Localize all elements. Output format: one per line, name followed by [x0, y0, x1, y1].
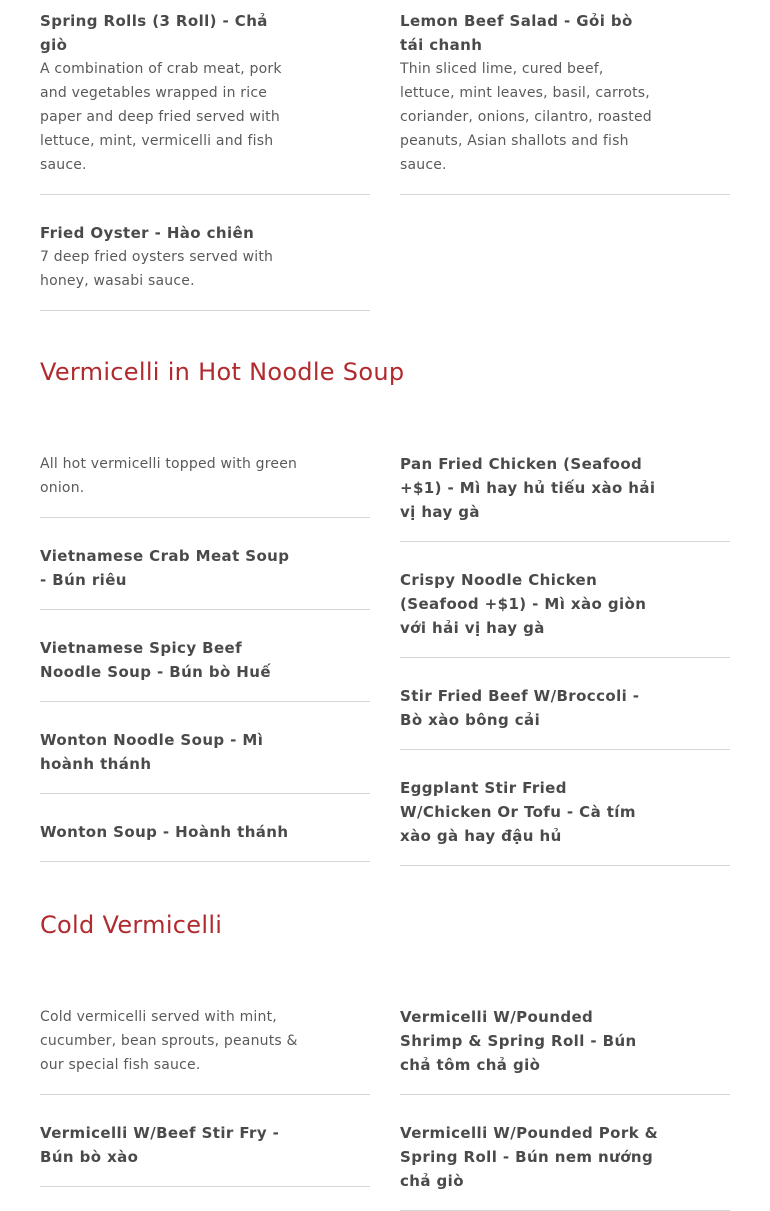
- menu-item-title: Lemon Beef Salad - Gỏi bò tái chanh: [400, 12, 633, 54]
- menu-item-stir-fried-beef-broccoli: [400, 677, 730, 750]
- section-title-cold-vermicelli: Cold Vermicelli: [40, 911, 223, 939]
- menu-item-fried-oyster: [40, 214, 370, 311]
- menu-item-wonton-noodle-soup: [40, 721, 370, 794]
- section-note: [40, 998, 370, 1095]
- section-title-hot-noodle-soup: Vermicelli in Hot Noodle Soup: [40, 358, 405, 386]
- menu-item-title: Spring Rolls (3 Roll) - Chả giò: [40, 12, 268, 54]
- menu-item-eggplant-stir-fried: [400, 769, 730, 866]
- appetizers-left-column: [40, 2, 370, 311]
- menu-item-title: Vermicelli W/Pounded Shrimp & Spring Roll - Bún chả tôm chả giò: [400, 1008, 637, 1074]
- menu-item-description: 7 deep fried oysters served with honey, wasabi sauce.: [40, 249, 274, 289]
- menu-item-title: Stir Fried Beef W/Broccoli - Bò xào bông cải: [400, 687, 640, 729]
- menu-item-title: Fried Oyster - Hào chiên: [40, 224, 255, 242]
- menu-item-title: Pan Fried Chicken (Seafood +$1) - Mì hay hủ tiếu xào hải vị hay gà: [400, 455, 656, 521]
- menu-item-pan-fried-chicken: [400, 445, 730, 542]
- section-note: [40, 445, 370, 518]
- hot-soup-left-column: [40, 445, 370, 862]
- menu-item-title: Vermicelli W/Beef Stir Fry - Bún bò xào: [40, 1124, 280, 1166]
- section-note-text: Cold vermicelli served with mint, cucumber, bean sprouts, peanuts & our special fish sauce.: [40, 1009, 298, 1073]
- menu-item-description: Thin sliced lime, cured beef, lettuce, mint leaves, basil, carrots, coriander, onions, cilantro, roasted peanuts, Asian shallots and fish sauce.: [400, 61, 652, 173]
- menu-item-title: Wonton Soup - Hoành thánh: [40, 823, 289, 841]
- menu-item-description: A combination of crab meat, pork and vegetables wrapped in rice paper and deep fried served with lettuce, mint, vermicelli and fish sauce.: [40, 61, 282, 173]
- appetizers-right-column: [400, 2, 730, 195]
- hot-soup-right-column: [400, 445, 730, 866]
- menu-item-crispy-noodle-chicken: [400, 561, 730, 658]
- menu-item-wonton-soup: [40, 813, 370, 862]
- menu-item-title: Eggplant Stir Fried W/Chicken Or Tofu - Cà tím xào gà hay đậu hủ: [400, 779, 636, 845]
- menu-item-crab-meat-soup: [40, 537, 370, 610]
- menu-item-spring-rolls: [40, 2, 370, 195]
- section-note-text: All hot vermicelli topped with green onion.: [40, 456, 298, 496]
- cold-vermicelli-right-column: [400, 998, 730, 1211]
- menu-item-title: Vietnamese Crab Meat Soup - Bún riêu: [40, 547, 290, 589]
- menu-item-title: Crispy Noodle Chicken (Seafood +$1) - Mì xào giòn với hải vị hay gà: [400, 571, 647, 637]
- cold-vermicelli-left-column: [40, 998, 370, 1187]
- menu-item-vermicelli-beef-stir-fry: [40, 1114, 370, 1187]
- menu-item-title: Vietnamese Spicy Beef Noodle Soup - Bún bò Huế: [40, 639, 271, 681]
- menu-item-lemon-beef-salad: [400, 2, 730, 195]
- menu-item-vermicelli-shrimp-spring-roll: [400, 998, 730, 1095]
- menu-item-spicy-beef-noodle-soup: [40, 629, 370, 702]
- menu-item-vermicelli-pork-spring-roll: [400, 1114, 730, 1211]
- menu-item-title: Wonton Noodle Soup - Mì hoành thánh: [40, 731, 264, 773]
- menu-item-title: Vermicelli W/Pounded Pork & Spring Roll - Bún nem nướng chả giò: [400, 1124, 659, 1190]
